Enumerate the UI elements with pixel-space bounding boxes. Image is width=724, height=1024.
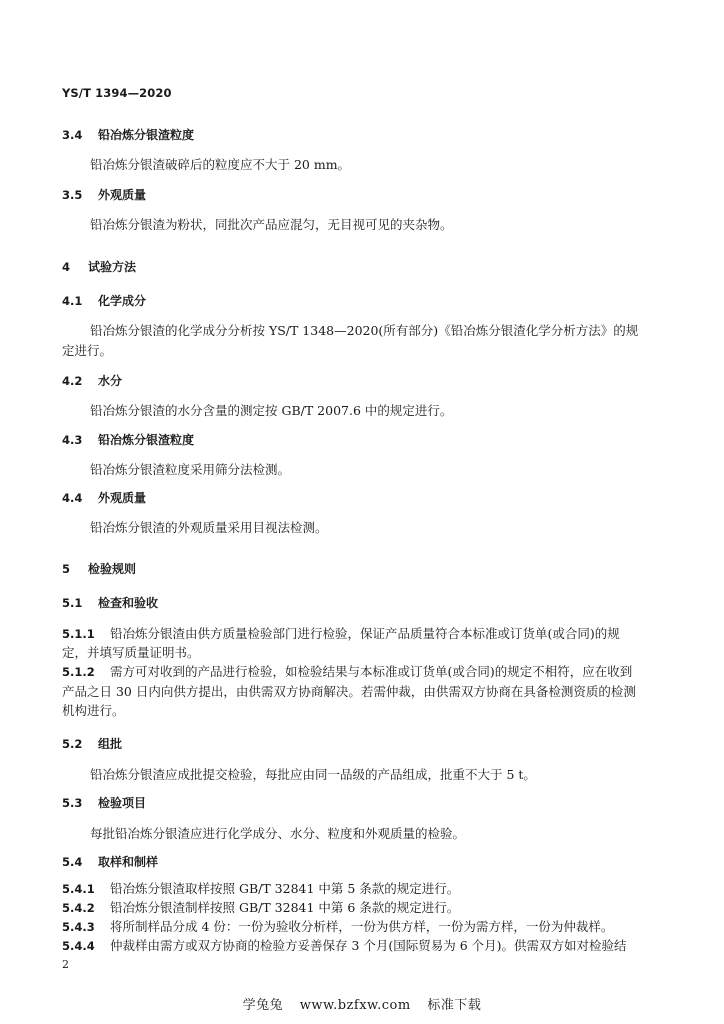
clause-text-4-1-line1: 铅冶炼分银渣的化学成分分析按 YS/T 1348—2020(所有部分)《铅冶炼分银渣化学分析方法》的规 xyxy=(90,323,639,338)
subclause-text: 铅冶炼分银渣取样按照 GB/T 32841 中第 5 条款的规定进行。 xyxy=(110,881,460,896)
clause-number: 5.4 xyxy=(62,855,83,869)
clause-number: 3.4 xyxy=(62,128,83,142)
clause-text-5-3: 每批铅冶炼分银渣应进行化学成分、水分、粒度和外观质量的检验。 xyxy=(90,826,466,841)
subclause-5-1-1-line1 xyxy=(62,624,620,642)
standard-number-header: YS/T 1394—2020 xyxy=(62,86,172,100)
clause-text-3-5: 铅冶炼分银渣为粉状，同批次产品应混匀，无目视可见的夹杂物。 xyxy=(90,217,453,232)
clause-title: 取样和制样 xyxy=(98,855,159,869)
clause-text-4-1-line2: 定进行。 xyxy=(62,343,113,358)
clause-number: 5.3 xyxy=(62,796,83,810)
subclause-text: 仲裁样由需方或双方协商的检验方妥善保存 3 个月(国际贸易为 6 个月)。供需双方如对检验结 xyxy=(110,938,627,953)
subclause-5-1-2-line2: 产品之日 30 日内向供方提出，由供需双方协商解决。若需仲裁，由供需双方协商在具备检测资质的检测 xyxy=(62,684,636,699)
chapter-number: 5 xyxy=(62,562,71,576)
clause-title: 水分 xyxy=(98,374,123,388)
clause-number: 4.2 xyxy=(62,374,83,388)
footer-watermark xyxy=(0,994,724,1013)
page-number: 2 xyxy=(62,958,69,971)
clause-title: 铅冶炼分银渣粒度 xyxy=(98,433,195,447)
subclause-number: 5.4.2 xyxy=(62,901,95,915)
clause-heading-3-4 xyxy=(62,126,194,143)
subclause-5-1-1-line2: 定，并填写质量证明书。 xyxy=(62,645,200,660)
subclause-5-4-3 xyxy=(62,917,613,935)
clause-number: 4.3 xyxy=(62,433,83,447)
clause-heading-4-1 xyxy=(62,292,146,309)
clause-number: 5.2 xyxy=(62,737,83,751)
subclause-5-4-4 xyxy=(62,936,627,954)
subclause-text: 将所制样品分成 4 份：一份为验收分析样，一份为供方样，一份为需方样，一份为仲裁样。 xyxy=(110,919,614,934)
subclause-number: 5.4.3 xyxy=(62,920,95,934)
clause-title: 外观质量 xyxy=(98,491,147,505)
footer-site-name: 学兔兔 xyxy=(242,998,284,1013)
clause-text-5-2: 铅冶炼分银渣应成批提交检验，每批应由同一品级的产品组成，批重不大于 5 t。 xyxy=(90,767,536,782)
clause-heading-5-4 xyxy=(62,853,158,870)
subclause-5-4-1 xyxy=(62,879,459,897)
clause-title: 检验项目 xyxy=(98,796,147,810)
subclause-number: 5.1.1 xyxy=(62,627,95,641)
subclause-text: 铅冶炼分银渣制样按照 GB/T 32841 中第 6 条款的规定进行。 xyxy=(110,900,460,915)
chapter-number: 4 xyxy=(62,260,71,274)
clause-heading-5-2 xyxy=(62,735,122,752)
subclause-text: 需方可对收到的产品进行检验，如检验结果与本标准或订货单(或合同)的规定不相符，应在收到 xyxy=(110,664,633,679)
clause-number: 4.1 xyxy=(62,294,83,308)
clause-text-4-3: 铅冶炼分银渣粒度采用筛分法检测。 xyxy=(90,462,291,477)
clause-title: 组批 xyxy=(98,737,123,751)
clause-heading-3-5 xyxy=(62,186,146,203)
clause-title: 外观质量 xyxy=(98,188,147,202)
clause-text-4-4: 铅冶炼分银渣的外观质量采用目视法检测。 xyxy=(90,520,328,535)
clause-heading-5-1 xyxy=(62,594,158,611)
clause-number: 3.5 xyxy=(62,188,83,202)
clause-title: 化学成分 xyxy=(98,294,147,308)
clause-heading-4-2 xyxy=(62,372,122,389)
clause-number: 4.4 xyxy=(62,491,83,505)
chapter-heading-5 xyxy=(62,560,136,577)
subclause-text: 铅冶炼分银渣由供方质量检验部门进行检验，保证产品质量符合本标准或订货单(或合同)的规 xyxy=(110,626,620,641)
subclause-5-1-2-line1 xyxy=(62,662,632,680)
subclause-5-4-2 xyxy=(62,898,459,916)
clause-heading-4-3 xyxy=(62,431,194,448)
clause-title: 检查和验收 xyxy=(98,596,159,610)
subclause-number: 5.4.1 xyxy=(62,882,95,896)
footer-site-url[interactable]: www.bzfxw.com xyxy=(299,998,411,1013)
clause-heading-4-4 xyxy=(62,489,146,506)
subclause-5-1-2-line3: 机构进行。 xyxy=(62,703,125,718)
clause-title: 铅冶炼分银渣粒度 xyxy=(98,128,195,142)
chapter-title: 试验方法 xyxy=(88,260,137,274)
clause-heading-5-3 xyxy=(62,794,146,811)
clause-text-3-4: 铅冶炼分银渣破碎后的粒度应不大于 20 mm。 xyxy=(90,157,351,172)
clause-text-4-2: 铅冶炼分银渣的水分含量的测定按 GB/T 2007.6 中的规定进行。 xyxy=(90,403,453,418)
subclause-number: 5.4.4 xyxy=(62,939,95,953)
chapter-title: 检验规则 xyxy=(88,562,137,576)
clause-number: 5.1 xyxy=(62,596,83,610)
chapter-heading-4 xyxy=(62,258,136,275)
footer-site-slogan: 标准下载 xyxy=(427,998,482,1013)
subclause-number: 5.1.2 xyxy=(62,665,95,679)
